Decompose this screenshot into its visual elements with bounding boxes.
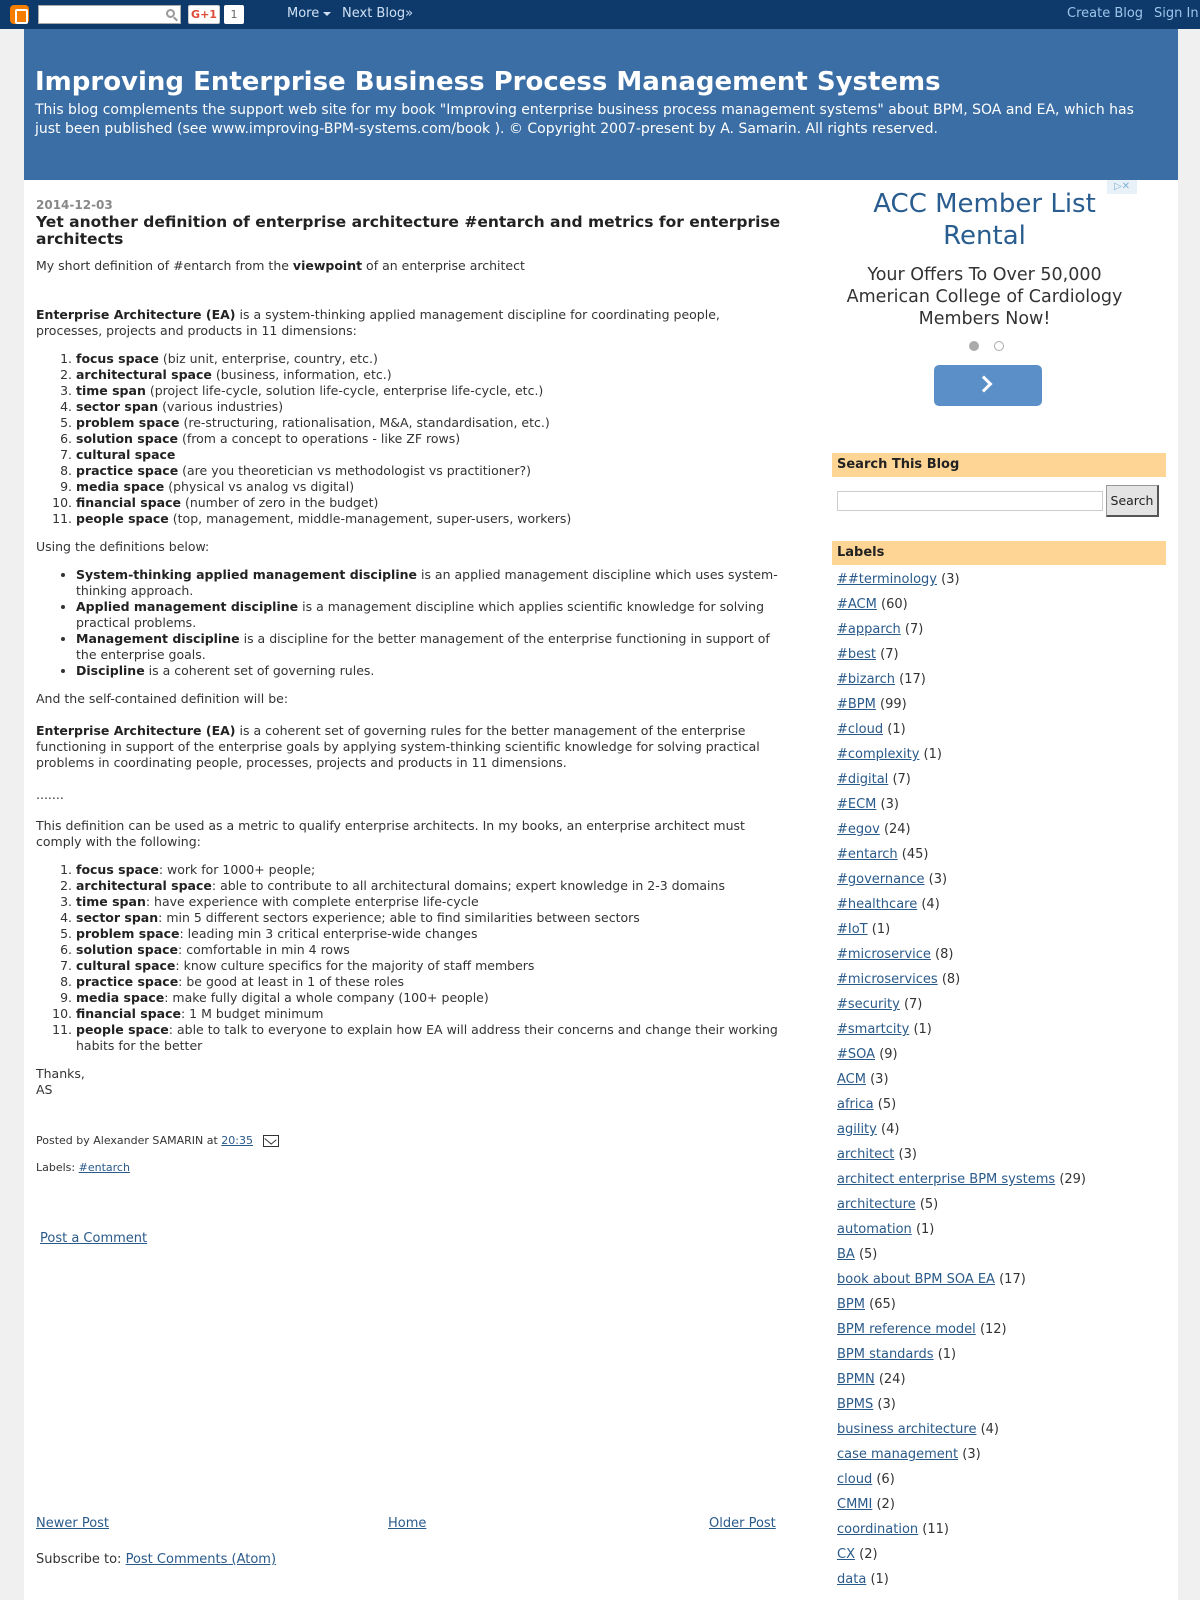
label-count: (3) xyxy=(877,1397,896,1412)
gplus-count: 1 xyxy=(224,5,244,24)
label-item xyxy=(837,972,1167,997)
labels-list xyxy=(837,572,1167,1597)
label-item xyxy=(837,997,1167,1022)
label-item xyxy=(837,847,1167,872)
label-link[interactable]: architecture xyxy=(837,1197,916,1212)
label-count: (24) xyxy=(883,822,911,837)
label-link[interactable]: BPM xyxy=(837,1297,865,1312)
definitions-list xyxy=(36,567,781,679)
label-count: (5) xyxy=(858,1247,878,1262)
list-item: 2. architectural space (business, information, etc.) xyxy=(76,367,781,383)
blog-title[interactable]: Improving Enterprise Business Process Management Systems xyxy=(35,67,941,97)
label-link[interactable]: #ECM xyxy=(837,797,877,812)
label-link[interactable]: #IoT xyxy=(837,922,868,937)
ea-definition-2 xyxy=(36,723,781,771)
label-item xyxy=(837,1172,1167,1197)
list-item: • Applied management discipline is a management discipline which applies scientific knowledge for solving practical problems. xyxy=(76,599,781,631)
label-count: (1) xyxy=(937,1347,957,1362)
label-item xyxy=(837,1347,1167,1372)
definition-term: Enterprise Architecture (EA) xyxy=(36,723,236,738)
label-item xyxy=(837,722,1167,747)
list-item: 6. solution space: comfortable in min 4 rows xyxy=(76,942,781,958)
label-count: (6) xyxy=(876,1472,895,1487)
label-count: (8) xyxy=(935,947,954,962)
label-link[interactable]: #bizarch xyxy=(837,672,895,687)
label-link[interactable]: BPM reference model xyxy=(837,1322,976,1337)
create-blog-link[interactable]: Create Blog xyxy=(1067,6,1144,21)
label-item xyxy=(837,572,1167,597)
list-item: 3. time span (project life-cycle, solution life-cycle, enterprise life-cycle, etc.) xyxy=(76,383,781,399)
newer-post-link[interactable]: Newer Post xyxy=(36,1516,110,1531)
blogger-navbar xyxy=(0,0,1200,29)
ad-dot-inactive[interactable] xyxy=(994,341,1004,351)
subscribe-feed-link[interactable]: Post Comments (Atom) xyxy=(125,1552,277,1567)
label-link[interactable]: BPMS xyxy=(837,1397,874,1412)
label-count: (24) xyxy=(878,1372,906,1387)
search-widget-heading: Search This Blog xyxy=(832,453,1166,477)
label-item xyxy=(837,1022,1167,1047)
label-count: (4) xyxy=(881,1122,900,1137)
label-link[interactable]: #smartcity xyxy=(837,1022,910,1037)
list-item: 4. sector span (various industries) xyxy=(76,399,781,415)
self-contained-text: And the self-contained definition will be: xyxy=(36,691,289,706)
label-item xyxy=(837,947,1167,972)
label-link[interactable]: #ACM xyxy=(837,597,877,612)
home-link[interactable]: Home xyxy=(388,1516,427,1531)
more-menu[interactable]: More xyxy=(287,6,331,21)
label-count: (7) xyxy=(892,772,911,787)
list-item: 10. financial space (number of zero in the budget) xyxy=(76,495,781,511)
label-link[interactable]: CMMI xyxy=(837,1497,873,1512)
label-count: (2) xyxy=(859,1547,878,1562)
label-count: (60) xyxy=(881,597,908,612)
post-body xyxy=(36,258,781,1098)
ad-title[interactable]: ACC Member List Rental xyxy=(873,189,1096,251)
label-count: (17) xyxy=(999,1272,1026,1287)
label-item xyxy=(837,672,1167,697)
label-count: (11) xyxy=(922,1522,949,1537)
posted-by-text: Posted by Alexander SAMARIN at xyxy=(36,1134,222,1147)
label-item xyxy=(837,1422,1167,1447)
blogger-logo-icon[interactable] xyxy=(10,5,29,24)
dimensions-list xyxy=(36,351,781,527)
label-link[interactable]: data xyxy=(837,1572,867,1587)
label-count: (99) xyxy=(880,697,907,712)
email-post-icon[interactable] xyxy=(263,1135,279,1147)
list-item: 7. cultural space xyxy=(76,447,781,463)
intro-text-end: of an enterprise architect xyxy=(362,258,525,273)
gplus-button[interactable]: G+1 xyxy=(188,5,220,24)
subscribe-prefix: Subscribe to: xyxy=(36,1552,126,1567)
label-item xyxy=(837,1297,1167,1322)
label-count: (1) xyxy=(870,1572,889,1587)
list-item: • Management discipline is a discipline for the better management of the enterprise functioning in support of the enterprise goals. xyxy=(76,631,781,663)
search-icon[interactable] xyxy=(166,9,175,18)
label-item xyxy=(837,1147,1167,1172)
label-link[interactable]: #digital xyxy=(837,772,889,787)
label-item xyxy=(837,1222,1167,1247)
label-link[interactable]: BA xyxy=(837,1247,855,1262)
post-date: 2014-12-03 xyxy=(36,198,113,212)
post-title: Yet another definition of enterprise architecture #entarch and metrics for enterprise architects xyxy=(36,213,781,248)
label-item xyxy=(837,1472,1167,1497)
label-count: (1) xyxy=(913,1022,932,1037)
label-item xyxy=(837,1047,1167,1072)
list-item: 9. media space (physical vs analog vs digital) xyxy=(76,479,781,495)
definition-term: Enterprise Architecture (EA) xyxy=(36,307,236,322)
list-item: 11. people space (top, management, middle-management, super-users, workers) xyxy=(76,511,781,527)
thanks-text: Thanks, xyxy=(36,1066,85,1081)
label-link[interactable]: BPM standards xyxy=(837,1347,934,1362)
label-link[interactable]: #egov xyxy=(837,822,880,837)
list-item: 6. solution space (from a concept to operations - like ZF rows) xyxy=(76,431,781,447)
label-item xyxy=(837,1397,1167,1422)
list-item: 5. problem space: leading min 3 critical enterprise-wide changes xyxy=(76,926,781,942)
list-item: 1. focus space (biz unit, enterprise, country, etc.) xyxy=(76,351,781,367)
label-count: (29) xyxy=(1059,1172,1086,1187)
post-author-line xyxy=(36,1134,279,1147)
label-item xyxy=(837,1547,1167,1572)
label-link[interactable]: ACM xyxy=(837,1072,866,1087)
label-link[interactable]: architect xyxy=(837,1147,895,1162)
ad-dot-active[interactable] xyxy=(969,341,979,351)
label-link[interactable]: CX xyxy=(837,1547,855,1562)
label-link[interactable]: business architecture xyxy=(837,1422,977,1437)
older-post-link[interactable]: Older Post xyxy=(709,1516,776,1531)
label-count: (45) xyxy=(901,847,929,862)
label-count: (7) xyxy=(880,647,899,662)
ellipsis: ....... xyxy=(36,787,64,802)
post-footer xyxy=(36,1134,279,1188)
list-item: 3. time span: have experience with complete enterprise life-cycle xyxy=(76,894,781,910)
list-item: 2. architectural space: able to contribute to all architectural domains; expert knowledge in 2-3 domains xyxy=(76,878,781,894)
intro-text: My short definition of #entarch from the xyxy=(36,258,293,273)
label-link[interactable]: #microservices xyxy=(837,972,938,987)
list-item: 7. cultural space: know culture specifics for the majority of staff members xyxy=(76,958,781,974)
label-link[interactable]: cloud xyxy=(837,1472,873,1487)
ad-text: Your Offers To Over 50,000 American College of Cardiology Members Now! xyxy=(846,265,1123,329)
label-item xyxy=(837,822,1167,847)
label-link[interactable]: #cloud xyxy=(837,722,884,737)
label-link[interactable]: ##terminology xyxy=(837,572,937,587)
label-count: (4) xyxy=(980,1422,1000,1437)
list-item: 1. focus space: work for 1000+ people; xyxy=(76,862,781,878)
label-count: (3) xyxy=(880,797,899,812)
label-count: (7) xyxy=(904,622,924,637)
post-intro xyxy=(36,258,781,274)
label-item xyxy=(837,1372,1167,1397)
label-count: (9) xyxy=(879,1047,898,1062)
label-link[interactable]: #SOA xyxy=(837,1047,876,1062)
label-link[interactable]: BPMN xyxy=(837,1372,875,1387)
metrics-list xyxy=(36,862,781,1054)
label-link[interactable]: architect enterprise BPM systems xyxy=(837,1172,1056,1187)
label-link[interactable]: africa xyxy=(837,1097,874,1112)
label-item xyxy=(837,797,1167,822)
label-link[interactable]: #BPM xyxy=(837,697,876,712)
post-label-link[interactable]: #entarch xyxy=(78,1161,130,1174)
label-count: (1) xyxy=(871,922,891,937)
label-item xyxy=(837,1122,1167,1147)
label-link[interactable]: coordination xyxy=(837,1522,919,1537)
list-item: • System-thinking applied management discipline is an applied management discipline which uses system-thinking approach. xyxy=(76,567,781,599)
label-link[interactable]: #apparch xyxy=(837,622,901,637)
label-item xyxy=(837,1197,1167,1222)
label-item xyxy=(837,1322,1167,1347)
label-item xyxy=(837,872,1167,897)
label-item xyxy=(837,597,1167,622)
label-link[interactable]: case management xyxy=(837,1447,959,1462)
post-time-link[interactable]: 20:35 xyxy=(221,1134,253,1147)
list-item: 8. practice space: be good at least in 1 of these roles xyxy=(76,974,781,990)
signature: AS xyxy=(36,1082,53,1097)
metric-text: This definition can be used as a metric to qualify enterprise architects. In my books, an enterprise architect must comply with the following: xyxy=(36,818,745,849)
blog-header xyxy=(24,29,1178,180)
next-blog-link[interactable]: Next Blog» xyxy=(342,6,414,21)
intro-bold: viewpoint xyxy=(292,258,363,273)
advertisement[interactable] xyxy=(832,180,1137,420)
label-count: (2) xyxy=(876,1497,895,1512)
label-link[interactable]: agility xyxy=(837,1122,877,1137)
search-button[interactable]: Search xyxy=(1106,485,1159,517)
list-item: 4. sector span: min 5 different sectors experience; able to find similarities between sectors xyxy=(76,910,781,926)
ea-definition xyxy=(36,307,781,339)
sign-in-link[interactable]: Sign In xyxy=(1154,6,1199,21)
label-count: (17) xyxy=(899,672,926,687)
label-count: (5) xyxy=(919,1197,939,1212)
label-count: (4) xyxy=(921,897,940,912)
post-labels-line xyxy=(36,1161,279,1174)
subscribe-line xyxy=(36,1552,276,1567)
label-count: (5) xyxy=(877,1097,897,1112)
label-count: (3) xyxy=(941,572,960,587)
label-count: (8) xyxy=(941,972,961,987)
label-count: (65) xyxy=(869,1297,896,1312)
label-item xyxy=(837,1447,1167,1472)
list-item: 8. practice space (are you theoretician vs methodologist vs practitioner?) xyxy=(76,463,781,479)
label-count: (12) xyxy=(979,1322,1007,1337)
label-item xyxy=(837,772,1167,797)
list-item: 5. problem space (re-structuring, rationalisation, M&A, standardisation, etc.) xyxy=(76,415,781,431)
label-link[interactable]: book about BPM SOA EA xyxy=(837,1272,995,1287)
label-count: (7) xyxy=(903,997,923,1012)
list-item: 9. media space: make fully digital a whole company (100+ people) xyxy=(76,990,781,1006)
label-link[interactable]: #entarch xyxy=(837,847,898,862)
label-link[interactable]: #microservice xyxy=(837,947,931,962)
label-item xyxy=(837,1497,1167,1522)
using-text: Using the definitions below: xyxy=(36,539,210,554)
label-link[interactable]: #best xyxy=(837,647,877,662)
label-item xyxy=(837,897,1167,922)
list-item: 10. financial space: 1 M budget minimum xyxy=(76,1006,781,1022)
labels-widget-heading: Labels xyxy=(832,541,1166,565)
list-item: 11. people space: able to talk to everyone to explain how EA will address their concerns and change their working habits for the better xyxy=(76,1022,781,1054)
label-link[interactable]: automation xyxy=(837,1222,912,1237)
label-item xyxy=(837,1272,1167,1297)
label-count: (3) xyxy=(898,1147,917,1162)
label-count: (3) xyxy=(928,872,948,887)
label-item xyxy=(837,1097,1167,1122)
label-item xyxy=(837,1247,1167,1272)
label-item xyxy=(837,647,1167,672)
label-count: (1) xyxy=(923,747,942,762)
definition-text: is a system-thinking applied management discipline for coordinating people, processes, projects and products in 11 dimensions: xyxy=(36,307,720,338)
list-item: • Discipline is a coherent set of governing rules. xyxy=(76,663,781,679)
label-item xyxy=(837,622,1167,647)
ad-choices-icon[interactable]: ▷✕ xyxy=(1107,180,1137,194)
label-link[interactable]: #healthcare xyxy=(837,897,918,912)
label-item xyxy=(837,747,1167,772)
label-count: (1) xyxy=(915,1222,935,1237)
label-link[interactable]: #security xyxy=(837,997,900,1012)
navbar-search-input[interactable] xyxy=(38,5,181,24)
label-item xyxy=(837,922,1167,947)
label-item xyxy=(837,1072,1167,1097)
label-count: (3) xyxy=(962,1447,981,1462)
blog-description: This blog complements the support web site for my book "Improving enterprise business process management systems" about BPM, SOA and EA, which has just been published (see www.improving-BPM-systems.com/book ). © Copyright 2007-present by A. Samarin. All rights reserved. xyxy=(35,102,1134,137)
label-item xyxy=(837,1522,1167,1547)
blog-post xyxy=(36,198,781,1098)
label-item xyxy=(837,1572,1167,1597)
label-link[interactable]: #governance xyxy=(837,872,925,887)
label-link[interactable]: #complexity xyxy=(837,747,920,762)
label-item xyxy=(837,697,1167,722)
labels-prefix: Labels: xyxy=(36,1161,79,1174)
chevron-right-icon xyxy=(976,376,993,393)
blog-search-input[interactable] xyxy=(837,491,1103,511)
ad-next-button[interactable] xyxy=(934,365,1042,406)
post-comment-link[interactable]: Post a Comment xyxy=(40,1231,148,1246)
label-count: (1) xyxy=(887,722,906,737)
definition-text: is a coherent set of governing rules for the better management of the enterprise functioning in support of the enterprise goals by applying system-thinking scientific knowledge for solving practical problems in coordinating people, processes, projects and products in 11 dimensions. xyxy=(36,723,760,770)
label-count: (3) xyxy=(870,1072,889,1087)
